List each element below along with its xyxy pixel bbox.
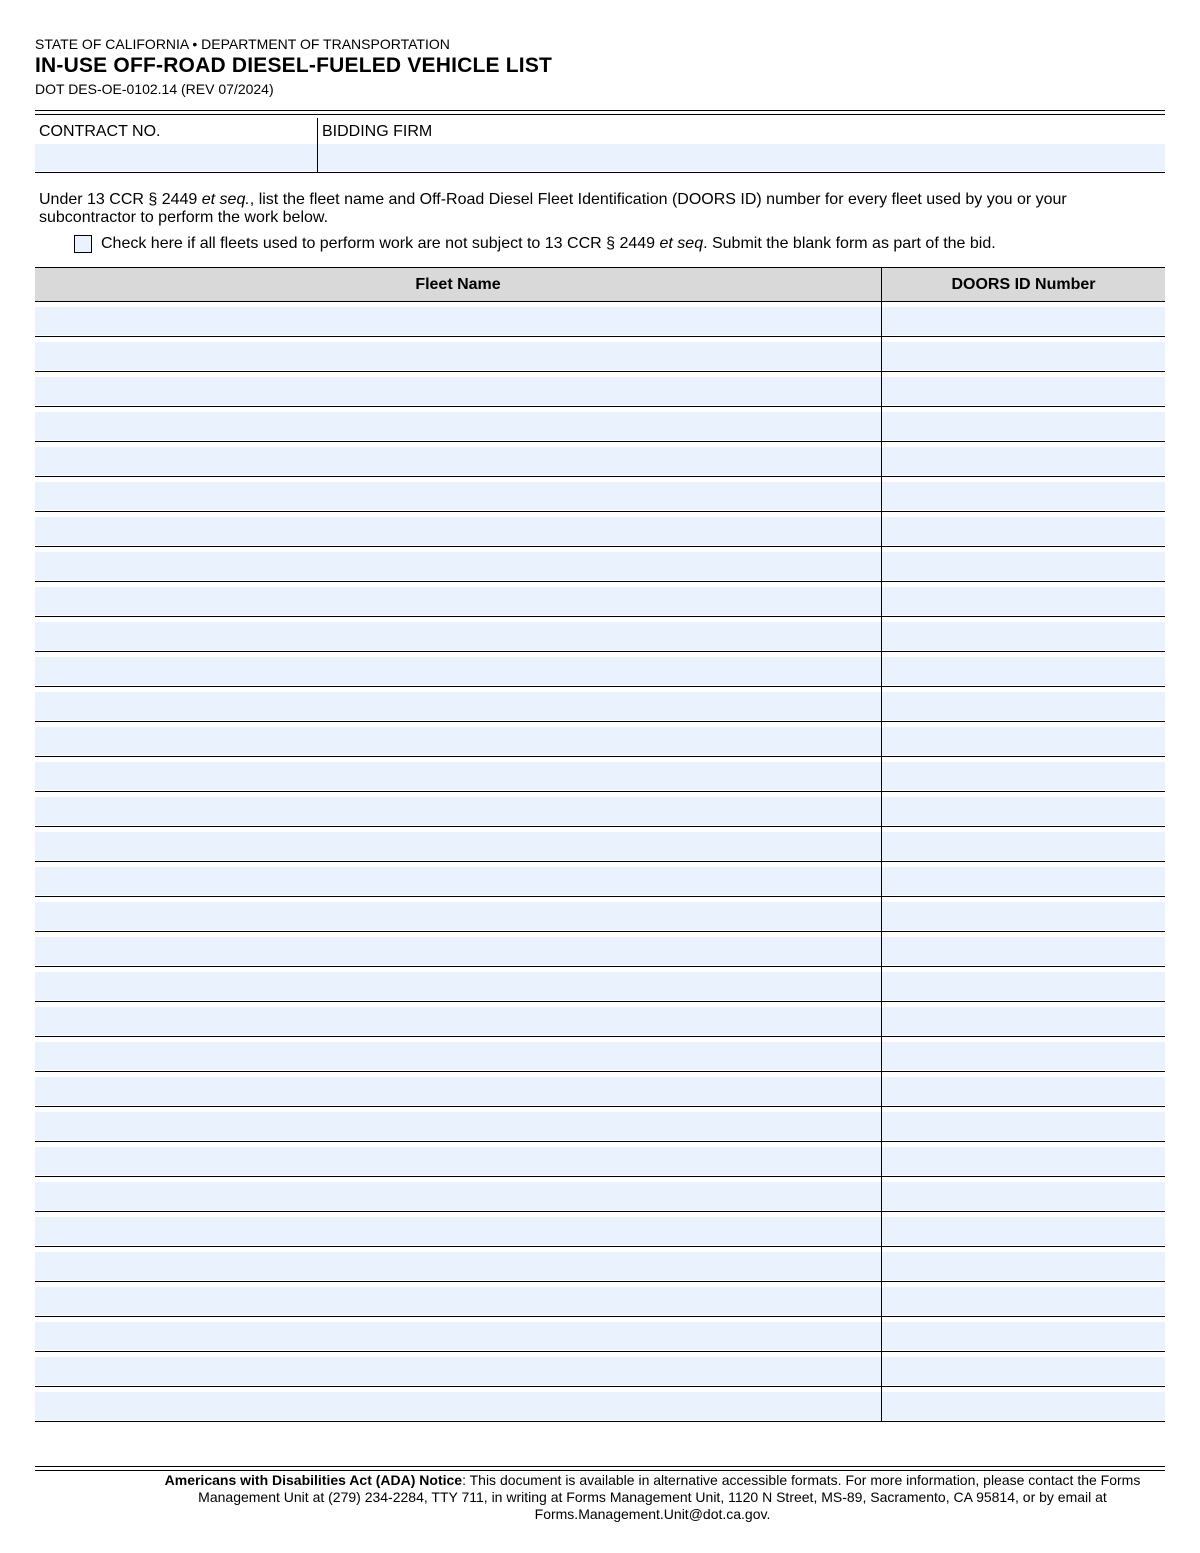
- doors-id-field[interactable]: [882, 797, 1165, 825]
- table-row: [35, 967, 1165, 1002]
- doors-id-cell: [882, 407, 1166, 442]
- exemption-line: [74, 235, 996, 253]
- doors-id-cell: [882, 1317, 1166, 1352]
- table-row: [35, 407, 1165, 442]
- fleet-name-field[interactable]: [35, 1287, 881, 1315]
- fleet-name-cell: [35, 372, 882, 407]
- form-header: [35, 36, 552, 97]
- table-row: [35, 792, 1165, 827]
- fleet-name-header: Fleet Name: [35, 268, 882, 302]
- doors-id-field[interactable]: [882, 902, 1165, 930]
- firm-cell: [318, 118, 1165, 172]
- fleet-name-field[interactable]: [35, 1112, 881, 1140]
- fleet-name-cell: [35, 1387, 882, 1422]
- fleet-name-field[interactable]: [35, 727, 881, 755]
- doors-id-field[interactable]: [882, 657, 1165, 685]
- fleet-name-cell: [35, 547, 882, 582]
- doors-id-cell: [882, 1177, 1166, 1212]
- fleet-name-cell: [35, 337, 882, 372]
- doors-id-field[interactable]: [882, 552, 1165, 580]
- fleet-name-field[interactable]: [35, 972, 881, 1000]
- contract-info-box: [35, 118, 1165, 173]
- fleet-name-field[interactable]: [35, 377, 881, 405]
- fleet-name-cell: [35, 1072, 882, 1107]
- table-row: [35, 1317, 1165, 1352]
- table-row: [35, 827, 1165, 862]
- fleet-name-cell: [35, 617, 882, 652]
- fleet-name-field[interactable]: [35, 412, 881, 440]
- doors-id-cell: [882, 827, 1166, 862]
- fleet-name-field[interactable]: [35, 587, 881, 615]
- table-row: [35, 442, 1165, 477]
- fleet-name-field[interactable]: [35, 1252, 881, 1280]
- fleet-name-cell: [35, 1107, 882, 1142]
- doors-id-field[interactable]: [882, 832, 1165, 860]
- instructions-text-1: Under 13 CCR § 2449: [39, 191, 202, 208]
- doors-id-field[interactable]: [882, 1147, 1165, 1175]
- table-row: [35, 1002, 1165, 1037]
- doors-id-field[interactable]: [882, 1182, 1165, 1210]
- table-row: [35, 372, 1165, 407]
- doors-id-cell: [882, 862, 1166, 897]
- doors-id-cell: [882, 617, 1166, 652]
- doors-id-cell: [882, 512, 1166, 547]
- doors-id-cell: [882, 372, 1166, 407]
- doors-id-field[interactable]: [882, 412, 1165, 440]
- table-row: [35, 1352, 1165, 1387]
- table-row: [35, 1037, 1165, 1072]
- table-row: [35, 337, 1165, 372]
- table-row: [35, 722, 1165, 757]
- table-row: [35, 1142, 1165, 1177]
- fleet-name-cell: [35, 897, 882, 932]
- exemption-text-2: . Submit the blank form as part of the bid.: [703, 235, 996, 252]
- fleet-name-field[interactable]: [35, 832, 881, 860]
- doors-id-field[interactable]: [882, 1252, 1165, 1280]
- fleet-name-field[interactable]: [35, 447, 881, 475]
- doors-id-cell: [882, 722, 1166, 757]
- form-number: DOT DES-OE-0102.14 (REV 07/2024): [35, 81, 274, 97]
- fleet-name-cell: [35, 862, 882, 897]
- footer-divider: [35, 1466, 1165, 1471]
- doors-id-cell: [882, 792, 1166, 827]
- fleet-name-field[interactable]: [35, 517, 881, 545]
- table-row: [35, 687, 1165, 722]
- fleet-name-cell: [35, 1247, 882, 1282]
- doors-id-cell: [882, 932, 1166, 967]
- doors-id-field[interactable]: [882, 377, 1165, 405]
- fleet-name-field[interactable]: [35, 902, 881, 930]
- doors-id-field[interactable]: [882, 1217, 1165, 1245]
- table-header-row: [35, 268, 1165, 302]
- fleet-name-cell: [35, 1002, 882, 1037]
- doors-id-cell: [882, 1072, 1166, 1107]
- fleet-name-field[interactable]: [35, 552, 881, 580]
- doors-id-field[interactable]: [882, 867, 1165, 895]
- table-row: [35, 1282, 1165, 1317]
- fleet-name-cell: [35, 722, 882, 757]
- doors-id-field[interactable]: [882, 1322, 1165, 1350]
- fleet-name-field[interactable]: [35, 1147, 881, 1175]
- doors-id-field[interactable]: [882, 342, 1165, 370]
- doors-id-cell: [882, 442, 1166, 477]
- doors-id-cell: [882, 1107, 1166, 1142]
- doors-id-cell: [882, 1352, 1166, 1387]
- fleet-name-cell: [35, 1212, 882, 1247]
- fleet-name-cell: [35, 1142, 882, 1177]
- doors-id-field[interactable]: [882, 1112, 1165, 1140]
- doors-id-field[interactable]: [882, 1392, 1165, 1420]
- fleet-name-field[interactable]: [35, 622, 881, 650]
- contract-label: CONTRACT NO.: [39, 123, 161, 140]
- fleet-name-field[interactable]: [35, 937, 881, 965]
- fleet-table-body: [35, 302, 1165, 1422]
- fleet-name-cell: [35, 687, 882, 722]
- doors-id-cell: [882, 1247, 1166, 1282]
- doors-id-field[interactable]: [882, 727, 1165, 755]
- doors-id-field[interactable]: [882, 937, 1165, 965]
- fleet-name-cell: [35, 302, 882, 337]
- table-row: [35, 547, 1165, 582]
- fleet-name-cell: [35, 582, 882, 617]
- fleet-name-field[interactable]: [35, 797, 881, 825]
- fleet-name-cell: [35, 967, 882, 1002]
- fleet-name-field[interactable]: [35, 1322, 881, 1350]
- bidding-firm-label: BIDDING FIRM: [322, 123, 433, 140]
- bidding-firm-field[interactable]: [318, 144, 1165, 171]
- fleet-name-field[interactable]: [35, 342, 881, 370]
- doors-id-cell: [882, 1142, 1166, 1177]
- fleet-name-cell: [35, 407, 882, 442]
- doors-id-field[interactable]: [882, 447, 1165, 475]
- exemption-et-seq: et seq: [659, 235, 704, 252]
- doors-id-field[interactable]: [882, 622, 1165, 650]
- fleet-name-cell: [35, 652, 882, 687]
- ada-notice: [140, 1472, 1165, 1523]
- doors-id-field[interactable]: [882, 517, 1165, 545]
- fleet-name-field[interactable]: [35, 482, 881, 510]
- doors-id-field[interactable]: [882, 1007, 1165, 1035]
- table-row: [35, 1072, 1165, 1107]
- doors-id-field[interactable]: [882, 972, 1165, 1000]
- instructions: [39, 191, 1164, 227]
- fleet-name-cell: [35, 477, 882, 512]
- doors-id-cell: [882, 1282, 1166, 1317]
- table-row: [35, 477, 1165, 512]
- fleet-name-cell: [35, 757, 882, 792]
- instructions-text-2: , list the fleet name and Off-Road Diesel Fleet Identification (DOORS ID) number for every fleet used by you or your subcontractor to perform the work below.: [39, 191, 1067, 226]
- doors-id-cell: [882, 477, 1166, 512]
- doors-id-field[interactable]: [882, 1042, 1165, 1070]
- fleet-name-field[interactable]: [35, 307, 881, 335]
- doors-id-cell: [882, 547, 1166, 582]
- table-row: [35, 1107, 1165, 1142]
- doors-id-field[interactable]: [882, 1287, 1165, 1315]
- fleet-name-field[interactable]: [35, 1077, 881, 1105]
- contract-number-field[interactable]: [35, 144, 317, 171]
- instructions-et-seq: et seq.: [201, 191, 250, 208]
- table-row: [35, 302, 1165, 337]
- doors-id-field[interactable]: [882, 692, 1165, 720]
- fleet-name-cell: [35, 827, 882, 862]
- exemption-checkbox[interactable]: [74, 235, 92, 253]
- fleet-name-field[interactable]: [35, 867, 881, 895]
- doors-id-cell: [882, 897, 1166, 932]
- table-row: [35, 652, 1165, 687]
- fleet-name-field[interactable]: [35, 1042, 881, 1070]
- fleet-name-field[interactable]: [35, 1007, 881, 1035]
- table-row: [35, 1247, 1165, 1282]
- doors-id-cell: [882, 757, 1166, 792]
- contract-cell: [35, 118, 318, 172]
- doors-id-field[interactable]: [882, 307, 1165, 335]
- table-row: [35, 582, 1165, 617]
- doors-id-header: DOORS ID Number: [882, 268, 1166, 302]
- doors-id-cell: [882, 1387, 1166, 1422]
- doors-id-field[interactable]: [882, 1357, 1165, 1385]
- fleet-name-field[interactable]: [35, 1392, 881, 1420]
- fleet-name-cell: [35, 442, 882, 477]
- fleet-name-cell: [35, 1352, 882, 1387]
- fleet-name-cell: [35, 1317, 882, 1352]
- fleet-name-cell: [35, 792, 882, 827]
- form-title: IN-USE OFF-ROAD DIESEL-FUELED VEHICLE LIST: [35, 54, 553, 77]
- doors-id-field[interactable]: [882, 762, 1165, 790]
- table-row: [35, 862, 1165, 897]
- doors-id-cell: [882, 582, 1166, 617]
- fleet-name-field[interactable]: [35, 657, 881, 685]
- table-row: [35, 932, 1165, 967]
- table-row: [35, 1387, 1165, 1422]
- table-row: [35, 1212, 1165, 1247]
- fleet-name-cell: [35, 1282, 882, 1317]
- fleet-name-field[interactable]: [35, 1357, 881, 1385]
- fleet-name-cell: [35, 932, 882, 967]
- doors-id-cell: [882, 1037, 1166, 1072]
- ada-notice-title: Americans with Disabilities Act (ADA) Notice: [164, 1472, 463, 1488]
- doors-id-cell: [882, 967, 1166, 1002]
- table-row: [35, 757, 1165, 792]
- ada-notice-text: : This document is available in alternative accessible formats. For more information, please contact the Forms Management Unit at (279) 234-2284, TTY 711, in writing at Forms Management Unit, 1120 N Street, MS-89, Sacramento, CA 95814, or by email at Forms.Management.Unit@dot.ca.gov.: [198, 1472, 1141, 1522]
- fleet-name-field[interactable]: [35, 762, 881, 790]
- fleet-name-cell: [35, 512, 882, 547]
- table-row: [35, 897, 1165, 932]
- doors-id-cell: [882, 1002, 1166, 1037]
- header-divider: [35, 110, 1165, 115]
- fleet-name-field[interactable]: [35, 1182, 881, 1210]
- table-row: [35, 1177, 1165, 1212]
- fleet-name-cell: [35, 1177, 882, 1212]
- agency-line: STATE OF CALIFORNIA • DEPARTMENT OF TRANSPORTATION: [35, 36, 450, 52]
- doors-id-cell: [882, 687, 1166, 722]
- doors-id-cell: [882, 302, 1166, 337]
- fleet-name-field[interactable]: [35, 1217, 881, 1245]
- doors-id-cell: [882, 1212, 1166, 1247]
- doors-id-field[interactable]: [882, 482, 1165, 510]
- fleet-name-cell: [35, 1037, 882, 1072]
- fleet-table: [35, 267, 1165, 1422]
- doors-id-cell: [882, 337, 1166, 372]
- table-row: [35, 512, 1165, 547]
- exemption-text-1: Check here if all fleets used to perform work are not subject to 13 CCR § 2449: [101, 235, 660, 252]
- table-row: [35, 617, 1165, 652]
- doors-id-cell: [882, 652, 1166, 687]
- doors-id-field[interactable]: [882, 587, 1165, 615]
- doors-id-field[interactable]: [882, 1077, 1165, 1105]
- fleet-name-field[interactable]: [35, 692, 881, 720]
